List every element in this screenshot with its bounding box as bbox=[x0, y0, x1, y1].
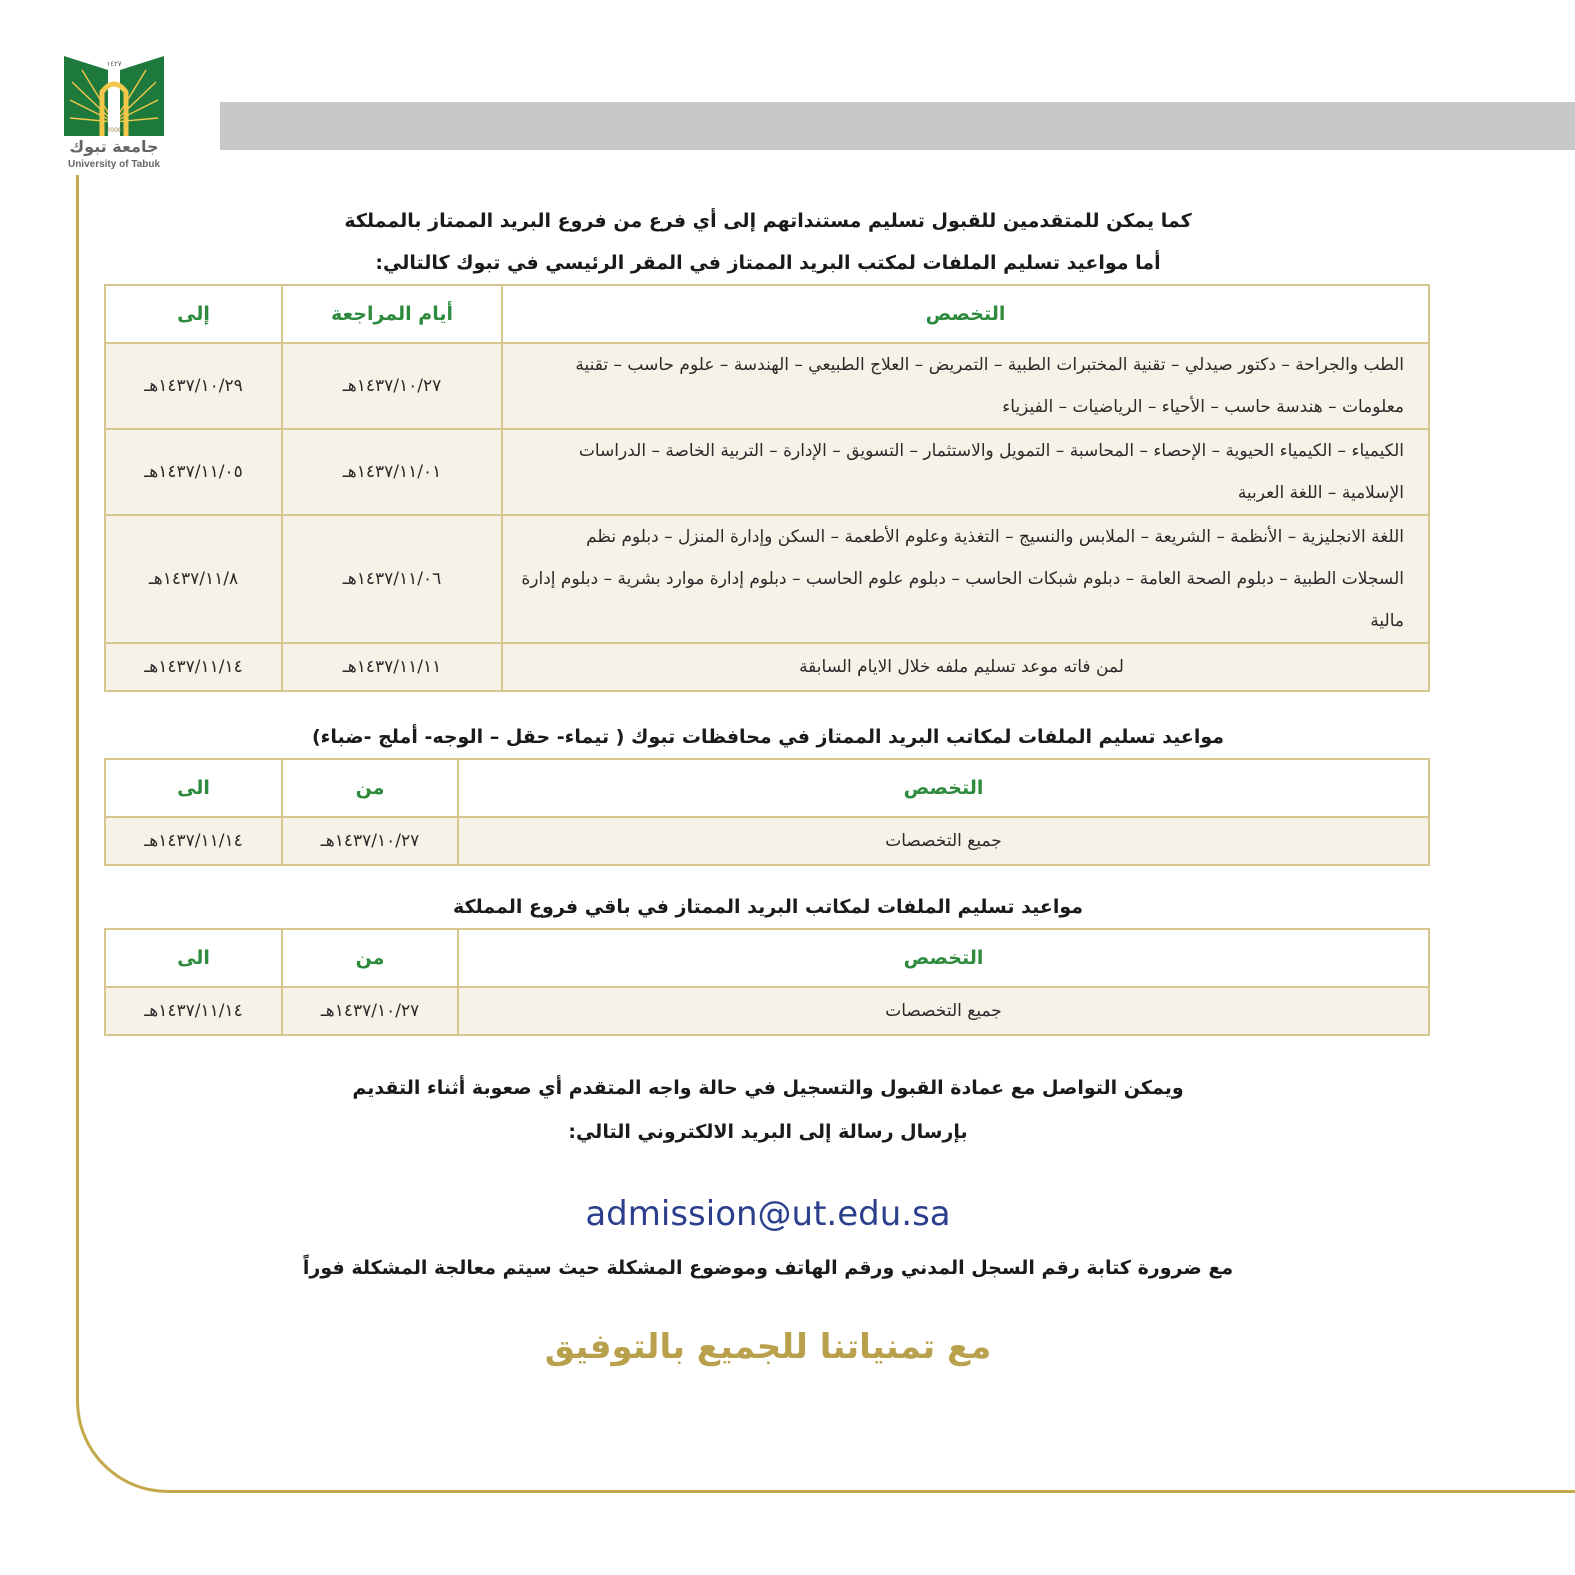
table-row bbox=[105, 343, 1429, 429]
closing-wish: مع تمنياتنا للجميع بالتوفيق bbox=[544, 1327, 992, 1367]
main-schedule-table bbox=[104, 284, 1430, 692]
university-logo bbox=[58, 52, 170, 176]
svg-text:١٤٢٧: ١٤٢٧ bbox=[106, 60, 122, 68]
from-date-cell: ١٤٣٧/١٠/٢٧هـ bbox=[282, 987, 458, 1035]
specialty-cell: الطب والجراحة – دكتور صيدلي – تقنية المختبرات الطبية – التمريض – العلاج الطبيعي – الهندسة – علوم حاسب – تقنية معلومات – هندسة حاسب – الأحياء – الرياضيات – الفيزياء bbox=[502, 343, 1429, 429]
header-from: من bbox=[282, 929, 458, 987]
logo-year: 2006 bbox=[106, 127, 122, 134]
to-date-cell: ١٤٣٧/١١/١٤هـ bbox=[105, 987, 282, 1035]
governorates-table bbox=[104, 758, 1430, 866]
to-date-cell: ١٤٣٧/١١/١٤هـ bbox=[105, 817, 282, 865]
table-header-row bbox=[105, 759, 1429, 817]
specialty-cell: لمن فاته موعد تسليم ملفه خلال الايام السابقة bbox=[502, 643, 1429, 691]
from-date-cell: ١٤٣٧/١١/١١هـ bbox=[282, 643, 502, 691]
from-date-cell: ١٤٣٧/١٠/٢٧هـ bbox=[282, 343, 502, 429]
to-date-cell: ١٤٣٧/١١/٨هـ bbox=[105, 515, 282, 643]
header-review-days: أيام المراجعة bbox=[282, 285, 502, 343]
other-branches-table bbox=[104, 928, 1430, 1036]
from-date-cell: ١٤٣٧/١١/٠٦هـ bbox=[282, 515, 502, 643]
logo-name-english: University of Tabuk bbox=[67, 159, 161, 170]
contact-note: مع ضرورة كتابة رقم السجل المدني ورقم الهاتف وموضوع المشكلة حيث سيتم معالجة المشكلة فوراً bbox=[302, 1257, 1234, 1279]
header-specialty: التخصص bbox=[502, 285, 1429, 343]
table-row bbox=[105, 515, 1429, 643]
header-specialty: التخصص bbox=[458, 929, 1429, 987]
specialty-cell: جميع التخصصات bbox=[458, 817, 1429, 865]
section2-title: مواعيد تسليم الملفات لمكاتب البريد الممتاز في محافظات تبوك ( تيماء- حقل – الوجه- أملج -ضباء) bbox=[311, 726, 1225, 748]
table-row bbox=[105, 987, 1429, 1035]
header-from: من bbox=[282, 759, 458, 817]
to-date-cell: ١٤٣٧/١١/١٤هـ bbox=[105, 643, 282, 691]
main-content bbox=[106, 200, 1430, 1372]
header-to: الى bbox=[105, 759, 282, 817]
header-to: إلى bbox=[105, 285, 282, 343]
specialty-cell: اللغة الانجليزية – الأنظمة – الشريعة – الملابس والنسيج – التغذية وعلوم الأطعمة – السكن وإدارة المنزل – دبلوم نظم السجلات الطبية – دبلوم الصحة العامة – دبلوم شبكات الحاسب – دبلوم علوم الحاسب – دبلوم إدارة موارد بشرية – دبلوم إدارة مالية bbox=[502, 515, 1429, 643]
section1-title-line1: كما يمكن للمتقدمين للقبول تسليم مستنداتهم إلى أي فرع من فروع البريد الممتاز بالمملكة bbox=[344, 210, 1192, 232]
header-specialty: التخصص bbox=[458, 759, 1429, 817]
section3-title: مواعيد تسليم الملفات لمكاتب البريد الممتاز في باقي فروع المملكة bbox=[452, 896, 1084, 918]
contact-email-link[interactable]: admission@ut.edu.sa bbox=[585, 1194, 951, 1234]
logo-name-arabic: جامعة تبوك bbox=[69, 137, 159, 156]
table-row bbox=[105, 817, 1429, 865]
specialty-cell: جميع التخصصات bbox=[458, 987, 1429, 1035]
header-to: الى bbox=[105, 929, 282, 987]
table-row bbox=[105, 429, 1429, 515]
specialty-cell: الكيمياء – الكيمياء الحيوية – الإحصاء – المحاسبة – التمويل والاستثمار – التسويق – الإدارة – التربية الخاصة – الدراسات الإسلامية – اللغة العربية bbox=[502, 429, 1429, 515]
contact-line2: بإرسال رسالة إلى البريد الالكتروني التالي: bbox=[568, 1121, 968, 1143]
table-header-row bbox=[105, 929, 1429, 987]
table-header-row bbox=[105, 285, 1429, 343]
from-date-cell: ١٤٣٧/١٠/٢٧هـ bbox=[282, 817, 458, 865]
to-date-cell: ١٤٣٧/١١/٠٥هـ bbox=[105, 429, 282, 515]
table-row bbox=[105, 643, 1429, 691]
header-bar bbox=[220, 102, 1575, 150]
contact-line1: ويمكن التواصل مع عمادة القبول والتسجيل في حالة واجه المتقدم أي صعوبة أثناء التقديم bbox=[352, 1077, 1184, 1099]
section1-title-line2: أما مواعيد تسليم الملفات لمكتب البريد الممتاز في المقر الرئيسي في تبوك كالتالي: bbox=[375, 252, 1161, 274]
from-date-cell: ١٤٣٧/١١/٠١هـ bbox=[282, 429, 502, 515]
to-date-cell: ١٤٣٧/١٠/٢٩هـ bbox=[105, 343, 282, 429]
